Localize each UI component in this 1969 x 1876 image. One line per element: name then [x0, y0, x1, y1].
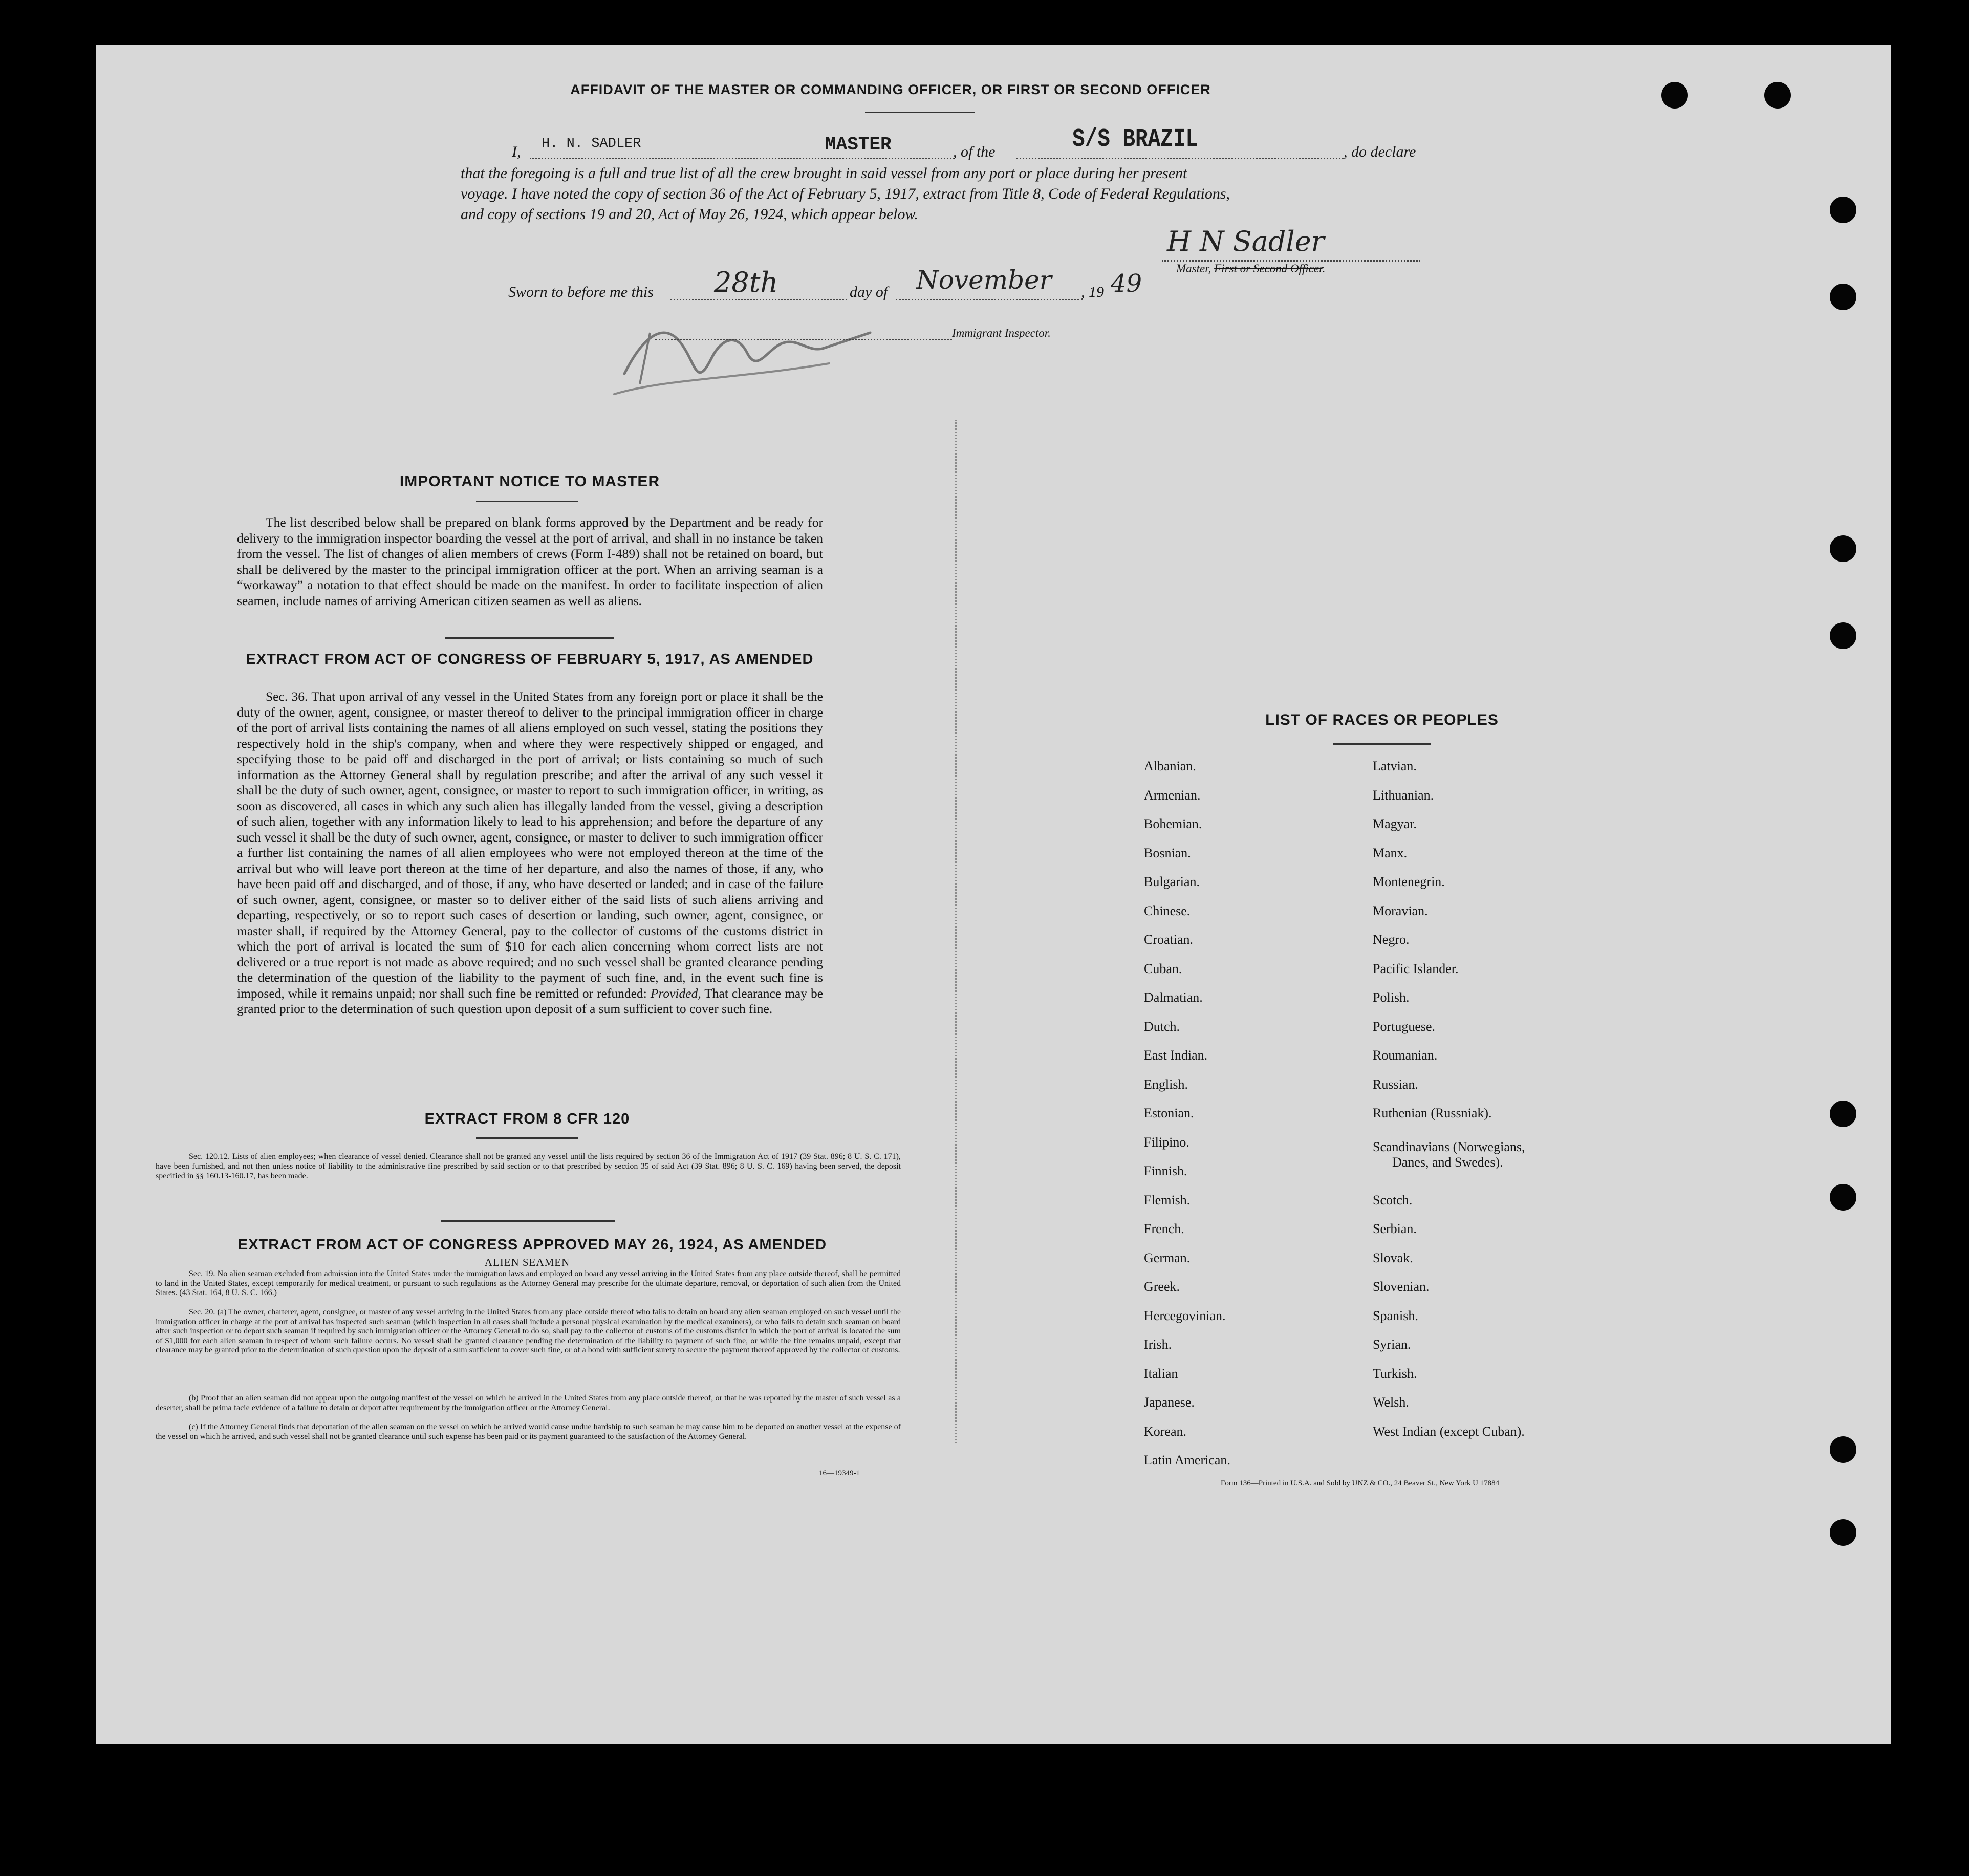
vessel-name: S/S BRAZIL [1072, 125, 1199, 154]
proviso-label: Provided, [650, 985, 701, 1001]
race-item: Flemish. [1144, 1193, 1191, 1207]
master-caption-prefix: Master, [1176, 262, 1211, 275]
race-item: Latvian. [1373, 759, 1417, 773]
master-name: H. N. SADLER [542, 136, 641, 152]
punch-hole [1764, 82, 1791, 109]
race-item: Roumanian. [1373, 1048, 1438, 1063]
punch-hole [1830, 1101, 1856, 1127]
sec-19-text: Sec. 19. No alien seaman excluded from admission into the United States under the immigration laws and employed on board any vessel arriving in the United States from any place outside thereof, shall be permitted to land in the United States, except temporarily for medical treatment, or pursuant to such regulations as the Attorney General may prescribe for the ultimate departure, removal, or deportation of such alien from the United States. (43 Stat. 164, 8 U. S. C. 166.) [156, 1269, 901, 1298]
sworn-day: 28th [714, 266, 778, 298]
extract-cfr-title: EXTRACT FROM 8 CFR 120 [424, 1111, 630, 1127]
race-item: Estonian. [1144, 1106, 1194, 1120]
race-item: French. [1144, 1221, 1184, 1236]
race-item: Polish. [1373, 990, 1410, 1005]
race-item: Hercegovinian. [1144, 1308, 1226, 1323]
race-item: Welsh. [1373, 1395, 1409, 1410]
race-item: East Indian. [1144, 1048, 1208, 1063]
race-item: Latin American. [1144, 1453, 1230, 1468]
extract-1917-body [237, 689, 823, 1017]
declaration-line: and copy of sections 19 and 20, Act of May 26, 1924, which appear below. [461, 206, 918, 223]
race-item: Dalmatian. [1144, 990, 1203, 1005]
race-item: Japanese. [1144, 1395, 1195, 1410]
race-item: Korean. [1144, 1424, 1187, 1439]
sec-36-label: Sec. 36. [266, 689, 308, 704]
race-item: Spanish. [1373, 1308, 1418, 1323]
punch-hole [1830, 284, 1856, 310]
races-title: LIST OF RACES OR PEOPLES [1265, 711, 1499, 728]
race-item: Manx. [1373, 846, 1408, 860]
race-item: Finnish. [1144, 1163, 1187, 1178]
race-item: Portuguese. [1373, 1019, 1436, 1034]
race-item: Chinese. [1144, 903, 1191, 918]
proviso-text: That clearance may be granted prior to the determination of such question upon deposit of a sum sufficient to cover such fine. [237, 985, 824, 1016]
declaration-line: that the foregoing is a full and true list of all the crew brought in said vessel from any port or place during her present [461, 165, 1187, 182]
master-signature: H N Sadler [1167, 225, 1325, 257]
race-item: Greek. [1144, 1279, 1180, 1294]
race-item: Serbian. [1373, 1221, 1417, 1236]
race-item: German. [1144, 1250, 1191, 1265]
race-item: Russian. [1373, 1077, 1418, 1092]
race-item: Italian [1144, 1366, 1178, 1381]
race-item: Lithuanian. [1373, 788, 1434, 803]
sworn-month: November [916, 265, 1052, 295]
race-item: Cuban. [1144, 961, 1182, 976]
master-rank: MASTER [825, 134, 892, 155]
sec-36-text: That upon arrival of any vessel in the United States from any foreign port or place it shall be the duty of the owner, agent, consignee, or master thereof to deliver to the principal immigration officer in charge of the port of arrival lists containing the names of all aliens employed on such vessel, stating the positions they respectively hold in the ship's company, when and where they were respectively shipped or engaged, and specifying those to be paid off and discharged in the port of arrival; or lists containing so much of such information as the Attorney General shall by regulation prescribe; and after the arrival of any such vessel it shall be the duty of such owner, agent, consignee, or master to report to such immigration officer, in writing, as soon as discovered, all cases in which any such alien has illegally landed from the vessel, giving a description of such alien, together with any information likely to lead to his apprehension; and before the departure of any such vessel it shall be the duty of such owner, agent, consignee, or master to deliver to such immigration officer a further list containing the names of all alien employees who were not employed thereon at the time of the arrival but who will leave port thereon at the time of her departure, and also the names of those, if any, who have been paid off and discharged, and of those, if any, who have deserted or landed; and in case of the failure of such owner, agent, consignee, or master so to deliver either of the said lists of such aliens arriving and departing, respectively, or so to report such cases of desertion or landing, such owner, agent, consignee, or master shall, if required by the Attorney General, pay to the collector of customs of the customs district in which the port of arrival is located the sum of $10 for each alien concerning whom correct lists are not delivered or a true report is not made as above required; and no such vessel shall be granted clearance pending the determination of the question of the liability to the payment of such fine, and, in the event such fine is imposed, while it remains unpaid; nor shall such fine be remitted or refunded: [237, 689, 823, 1001]
punch-hole [1830, 1184, 1856, 1211]
race-item: West Indian (except Cuban). [1373, 1424, 1525, 1439]
punch-hole [1661, 82, 1688, 109]
race-item: Scandinavians (Norwegians, [1373, 1139, 1525, 1154]
sec-20c-text: (c) If the Attorney General finds that deportation of the alien seaman on the vessel on which he arrived would cause undue hardship to such seaman he may cause him to be deported on another vessel at the expense of the vessel on which he arrived, and such vessel shall not be granted clearance until such expense has been paid or its payment guaranteed to the satisfaction of the Attorney General. [156, 1422, 901, 1441]
sec-20b-text: (b) Proof that an alien seaman did not appear upon the outgoing manifest of the vessel on which he arrived in the United States from any place outside thereof, or that he was reported by the master of such vessel as a deserter, shall be prima facie evidence of a failure to detain or deport after requirement by the immigration officer or the Attorney General. [156, 1394, 901, 1412]
punch-hole [1830, 197, 1856, 223]
race-item: Dutch. [1144, 1019, 1180, 1034]
of-the-label: , of the [953, 143, 996, 160]
race-item: Moravian. [1373, 903, 1428, 918]
struck-officer-caption: First or Second Officer [1214, 262, 1323, 275]
race-item: Danes, and Swedes). [1392, 1155, 1503, 1170]
race-item: Negro. [1373, 932, 1410, 947]
race-item: Irish. [1144, 1337, 1172, 1352]
race-item: Bosnian. [1144, 846, 1191, 860]
extract-1924-title: EXTRACT FROM ACT OF CONGRESS APPROVED MAY 26, 1924, AS AMENDED [237, 1237, 827, 1253]
race-item: Syrian. [1373, 1337, 1411, 1352]
race-item: Magyar. [1373, 816, 1417, 831]
notice-title: IMPORTANT NOTICE TO MASTER [399, 473, 660, 490]
affidavit-title: AFFIDAVIT OF THE MASTER OR COMMANDING OFFICER, OR FIRST OR SECOND OFFICER [570, 82, 1211, 97]
inspector-caption: Immigrant Inspector. [952, 327, 1051, 339]
affidavit-i-label: I, [512, 143, 521, 160]
form-print-note: Form 136—Printed in U.S.A. and Sold by UNZ & CO., 24 Beaver St., New York U 17884 [1221, 1479, 1500, 1487]
race-item: Turkish. [1373, 1366, 1417, 1381]
sec-20a-text: Sec. 20. (a) The owner, charterer, agent, consignee, or master of any vessel arriving in the United States from any place outside thereof who fails to detain on board any alien seaman employed on such vessel until the immigration officer in charge at the port of arrival has inspected such seaman (which inspection in all cases shall include a personal physical examination by the medical examiners), or who fails to detain such seaman on board after such inspection or to deport such seaman if required by such immigration officer or the Attorney General to do so, shall pay to the collector of customs of the customs district in which the port of arrival is located the sum of $1,000 for each alien seaman in respect of whom such failure occurs. No vessel shall be granted clearance pending the determination of the liability to payment of such fine, or while the fine remains unpaid, except that clearance may be granted prior to the determination of such question upon the deposit of a sum sufficient to cover such fine, or of a bond with sufficient surety to secure the payment thereof approved by the collector of customs. [156, 1308, 901, 1355]
inspector-signature [604, 302, 901, 404]
day-of-label: day of [850, 284, 888, 300]
race-item: Ruthenian (Russniak). [1373, 1106, 1492, 1120]
do-declare-label: , do declare [1344, 143, 1416, 160]
race-item: Filipino. [1144, 1135, 1189, 1150]
race-item: Montenegrin. [1373, 874, 1445, 889]
extract-cfr-body: Sec. 120.12. Lists of alien employees; when clearance of vessel denied. Clearance shall not be granted any vessel until the lists required by section 36 of the Immigration Act of 1917 (39 Stat. 896; 8 U. S. C. 171), have been furnished, and not then unless notice of liability to the administrative fine prescribed by said section or to that prescribed by section 35 of said Act (39 Stat. 896; 8 U. S. C. 169) having been served, the deposit specified in §§ 160.13-160.17, has been made. [156, 1152, 901, 1180]
sworn-label: Sworn to before me this [508, 284, 654, 300]
race-item: Armenian. [1144, 788, 1201, 803]
race-item: Scotch. [1373, 1193, 1413, 1207]
race-item: Bohemian. [1144, 816, 1202, 831]
race-item: Slovenian. [1373, 1279, 1430, 1294]
notice-body: The list described below shall be prepared on blank forms approved by the Department and be ready for delivery to the immigration inspector boarding the vessel at the port of arrival, and shall in no instance be taken from the vessel. The list of changes of alien members of crews (Form I-489) shall not be retained on board, but shall be delivered by the master to the principal immigration officer at the port. When an arriving seaman is a “workaway” a notation to that effect should be made on the manifest. In order to facilitate inspection of alien seamen, include names of arriving American citizen seamen as well as aliens. [237, 515, 823, 608]
column-divider [955, 420, 957, 1443]
punch-hole [1830, 1436, 1856, 1463]
alien-seamen-subtitle: ALIEN SEAMEN [484, 1256, 570, 1268]
race-item: English. [1144, 1077, 1188, 1092]
punch-hole [1830, 1519, 1856, 1546]
race-item: Slovak. [1373, 1250, 1413, 1265]
title-underline [865, 112, 975, 113]
race-item: Croatian. [1144, 932, 1194, 947]
declaration-line: voyage. I have noted the copy of section 36 of the Act of February 5, 1917, extract from Title 8, Code of Federal Regulations, [461, 185, 1230, 202]
sworn-year: 49 [1111, 269, 1142, 298]
race-item: Pacific Islander. [1373, 961, 1459, 976]
print-code: 16—19349-1 [819, 1469, 860, 1477]
punch-hole [1830, 622, 1856, 649]
punch-hole [1830, 535, 1856, 562]
race-item: Albanian. [1144, 759, 1196, 773]
extract-1917-title: EXTRACT FROM ACT OF CONGRESS OF FEBRUARY 5, 1917, AS AMENDED [246, 651, 814, 667]
master-caption: Master, First or Second Officer. [1176, 262, 1326, 275]
year-prefix: , 19 [1081, 284, 1104, 300]
race-item: Bulgarian. [1144, 874, 1200, 889]
